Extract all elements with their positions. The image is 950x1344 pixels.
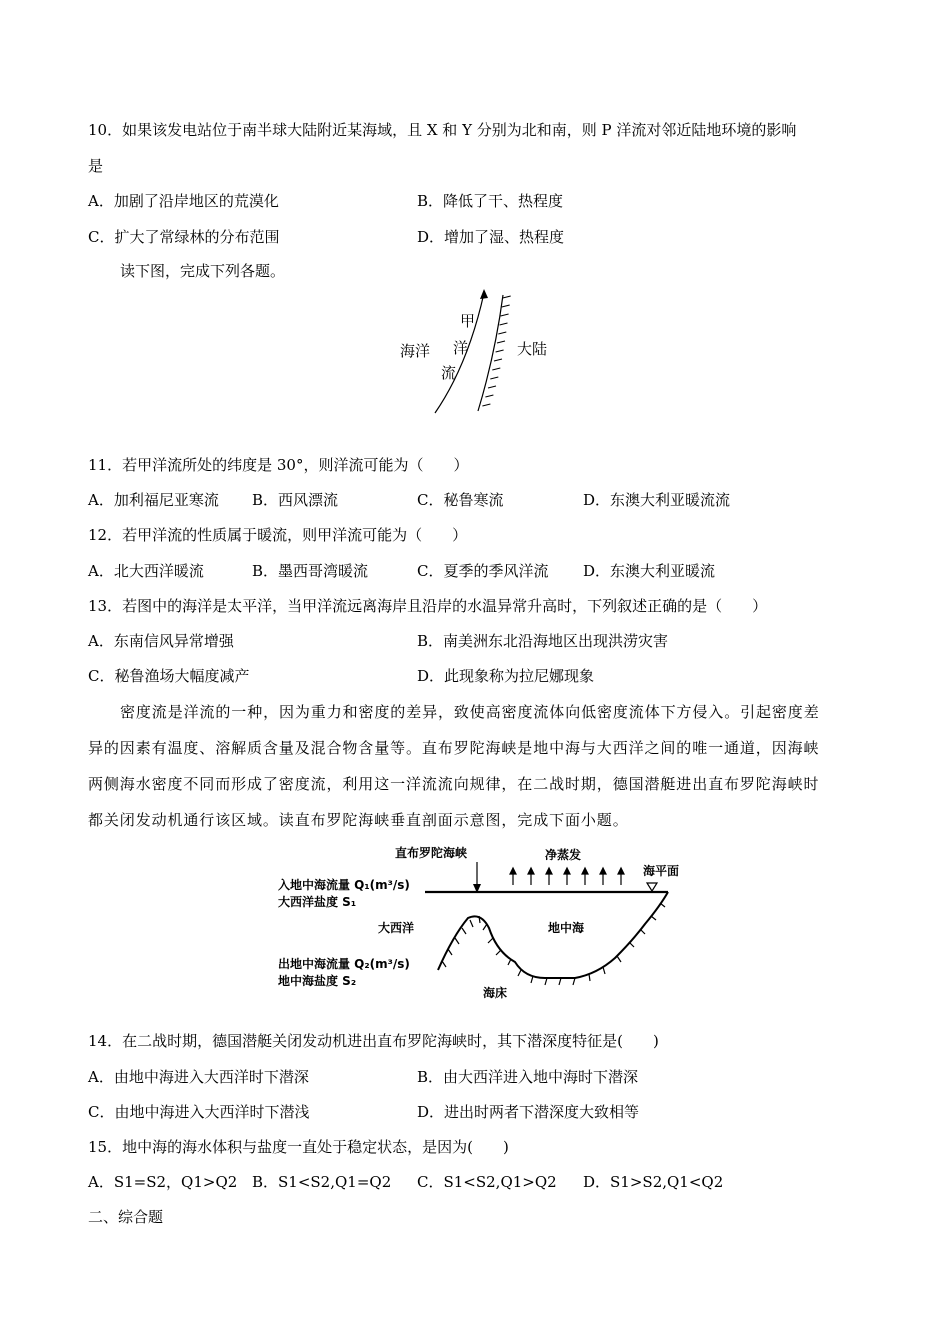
q12-option-d[interactable]: D．东澳大利亚暖流	[583, 562, 716, 580]
passage-line-1: 密度流是洋流的一种，因为重力和密度的差异，致使高密度流体向低密度流体下方侵入。引起密度差	[120, 703, 820, 721]
label-med-salinity: 地中海盐度 S₂	[278, 974, 357, 988]
label-in-flow: 入地中海流量 Q₁(m³/s)	[278, 878, 410, 892]
q13-option-c[interactable]: C．秘鲁渔场大幅度减产	[88, 667, 250, 685]
q12-option-a[interactable]: A．北大西洋暖流	[88, 562, 204, 580]
q15-option-c[interactable]: C．S1<S2,Q1>Q2	[417, 1173, 557, 1191]
q14-stem: 14．在二战时期，德国潜艇关闭发动机进出直布罗陀海峡时，其下潜深度特征是( )	[88, 1032, 659, 1050]
q10-option-a[interactable]: A．加剧了沿岸地区的荒漠化	[88, 192, 279, 210]
seabed-profile	[438, 892, 668, 978]
passage-line-2: 异的因素有温度、溶解质含量及混合物含量等。直布罗陀海峡是地中海与大西洋之间的唯一通道，因海峡	[88, 739, 820, 757]
evaporation-arrows	[510, 868, 624, 885]
intro-figure1: 读下图，完成下列各题。	[120, 262, 286, 280]
seabed-hatching	[442, 903, 665, 985]
label-sea-level: 海平面	[643, 864, 680, 878]
q13-option-d[interactable]: D．此现象称为拉尼娜现象	[417, 667, 595, 685]
q14-option-c[interactable]: C．由地中海进入大西洋时下潜浅	[88, 1103, 310, 1121]
q10-stem-cont: 是	[88, 157, 104, 175]
label-evaporation: 净蒸发	[545, 848, 582, 862]
q11-option-a[interactable]: A．加利福尼亚寒流	[88, 491, 219, 509]
coastline	[478, 295, 503, 411]
q10-option-d[interactable]: D．增加了湿、热程度	[417, 228, 565, 246]
q11-option-b[interactable]: B．西风漂流	[252, 491, 339, 509]
q15-option-b[interactable]: B．S1<S2,Q1=Q2	[252, 1173, 392, 1191]
figure-gibraltar-profile	[275, 840, 685, 1005]
q14-option-d[interactable]: D．进出时两者下潜深度大致相等	[417, 1103, 640, 1121]
passage-line-3: 两侧海水密度不同而形成了密度流，利用这一洋流流向规律，在二战时期，德国潜艇进出直布罗陀海峡时	[88, 775, 820, 793]
q14-option-a[interactable]: A．由地中海进入大西洋时下潜深	[88, 1068, 309, 1086]
label-ocean: 海洋	[400, 342, 431, 360]
coastline-hatching	[482, 296, 510, 406]
passage-line-4: 都关闭发动机通行该区域。读直布罗陀海峡垂直剖面示意图，完成下面小题。	[88, 811, 629, 829]
label-current-char-1: 甲	[460, 312, 476, 330]
label-strait: 直布罗陀海峡	[395, 846, 468, 860]
q11-option-d[interactable]: D．东澳大利亚暖流流	[583, 491, 731, 509]
q13-option-b[interactable]: B．南美洲东北沿海地区出现洪涝灾害	[417, 632, 669, 650]
label-current-char-3: 流	[441, 364, 457, 382]
label-atlantic: 大西洋	[378, 921, 415, 935]
q10-stem: 10．如果该发电站位于南半球大陆附近某海域，且 X 和 Y 分别为北和南，则 P 洋流对邻近陆地环境的影响	[88, 121, 797, 139]
q10-option-b[interactable]: B．降低了干、热程度	[417, 192, 564, 210]
label-seabed: 海床	[483, 986, 508, 1000]
q13-stem: 13．若图中的海洋是太平洋，当甲洋流远离海岸且沿岸的水温异常升高时，下列叙述正确的是（ ）	[88, 597, 768, 615]
q10-option-c[interactable]: C．扩大了常绿林的分布范围	[88, 228, 280, 246]
label-out-flow: 出地中海流量 Q₂(m³/s)	[278, 957, 410, 971]
figure-ocean-current	[390, 285, 570, 420]
label-current-char-2: 洋	[453, 339, 469, 357]
sea-level-marker	[647, 883, 657, 891]
q14-option-b[interactable]: B．由大西洋进入地中海时下潜深	[417, 1068, 639, 1086]
label-mediterranean: 地中海	[548, 921, 585, 935]
q11-option-c[interactable]: C．秘鲁寒流	[417, 491, 504, 509]
section-heading-comprehensive: 二、综合题	[88, 1208, 164, 1226]
q15-stem: 15．地中海的海水体积与盐度一直处于稳定状态，是因为( )	[88, 1138, 509, 1156]
q15-option-a[interactable]: A．S1=S2，Q1>Q2	[88, 1173, 238, 1191]
q15-option-d[interactable]: D．S1>S2,Q1<Q2	[583, 1173, 724, 1191]
q11-stem: 11．若甲洋流所处的纬度是 30°，则洋流可能为（ ）	[88, 456, 469, 474]
q12-option-c[interactable]: C．夏季的季风洋流	[417, 562, 549, 580]
q13-option-a[interactable]: A．东南信风异常增强	[88, 632, 234, 650]
label-land: 大陆	[517, 340, 548, 358]
current-arrow-head	[480, 289, 488, 299]
q12-option-b[interactable]: B．墨西哥湾暖流	[252, 562, 369, 580]
label-atlantic-salinity: 大西洋盐度 S₁	[278, 895, 357, 909]
q12-stem: 12．若甲洋流的性质属于暖流，则甲洋流可能为（ ）	[88, 526, 468, 544]
